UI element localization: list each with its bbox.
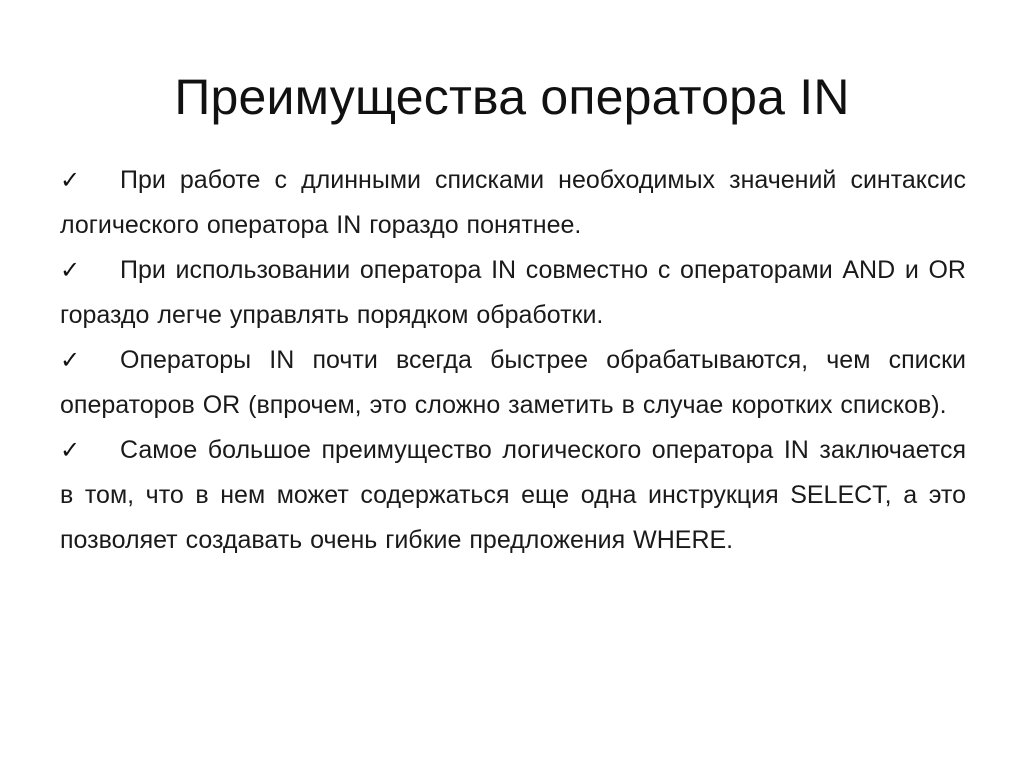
bullet-item <box>60 158 966 248</box>
checkmark-icon: ✓ <box>60 166 81 194</box>
bullet-text: При работе с длинными списками необходимых значений синтаксис логического оператора IN гораздо понятнее. <box>60 166 966 239</box>
bullet-item <box>60 428 966 563</box>
checkmark-icon: ✓ <box>60 346 81 374</box>
bullet-text: Самое большое преимущество логического оператора IN заключается в том, что в нем может содержаться еще одна инструкция SELECT, а это позволяет создавать очень гибкие предложения WHERE. <box>60 436 966 554</box>
bullet-item <box>60 338 966 428</box>
checkmark-icon: ✓ <box>60 256 81 284</box>
bullet-text: При использовании оператора IN совместно с операторами AND и OR гораздо легче управлять порядком обработки. <box>60 256 966 329</box>
bullet-text: Операторы IN почти всегда быстрее обрабатываются, чем списки операторов OR (впрочем, это сложно заметить в случае коротких списков). <box>60 346 966 419</box>
checkmark-icon: ✓ <box>60 436 81 464</box>
bullet-item <box>60 248 966 338</box>
slide-title: Преимущества оператора IN <box>174 69 850 125</box>
bullet-list <box>60 158 966 563</box>
